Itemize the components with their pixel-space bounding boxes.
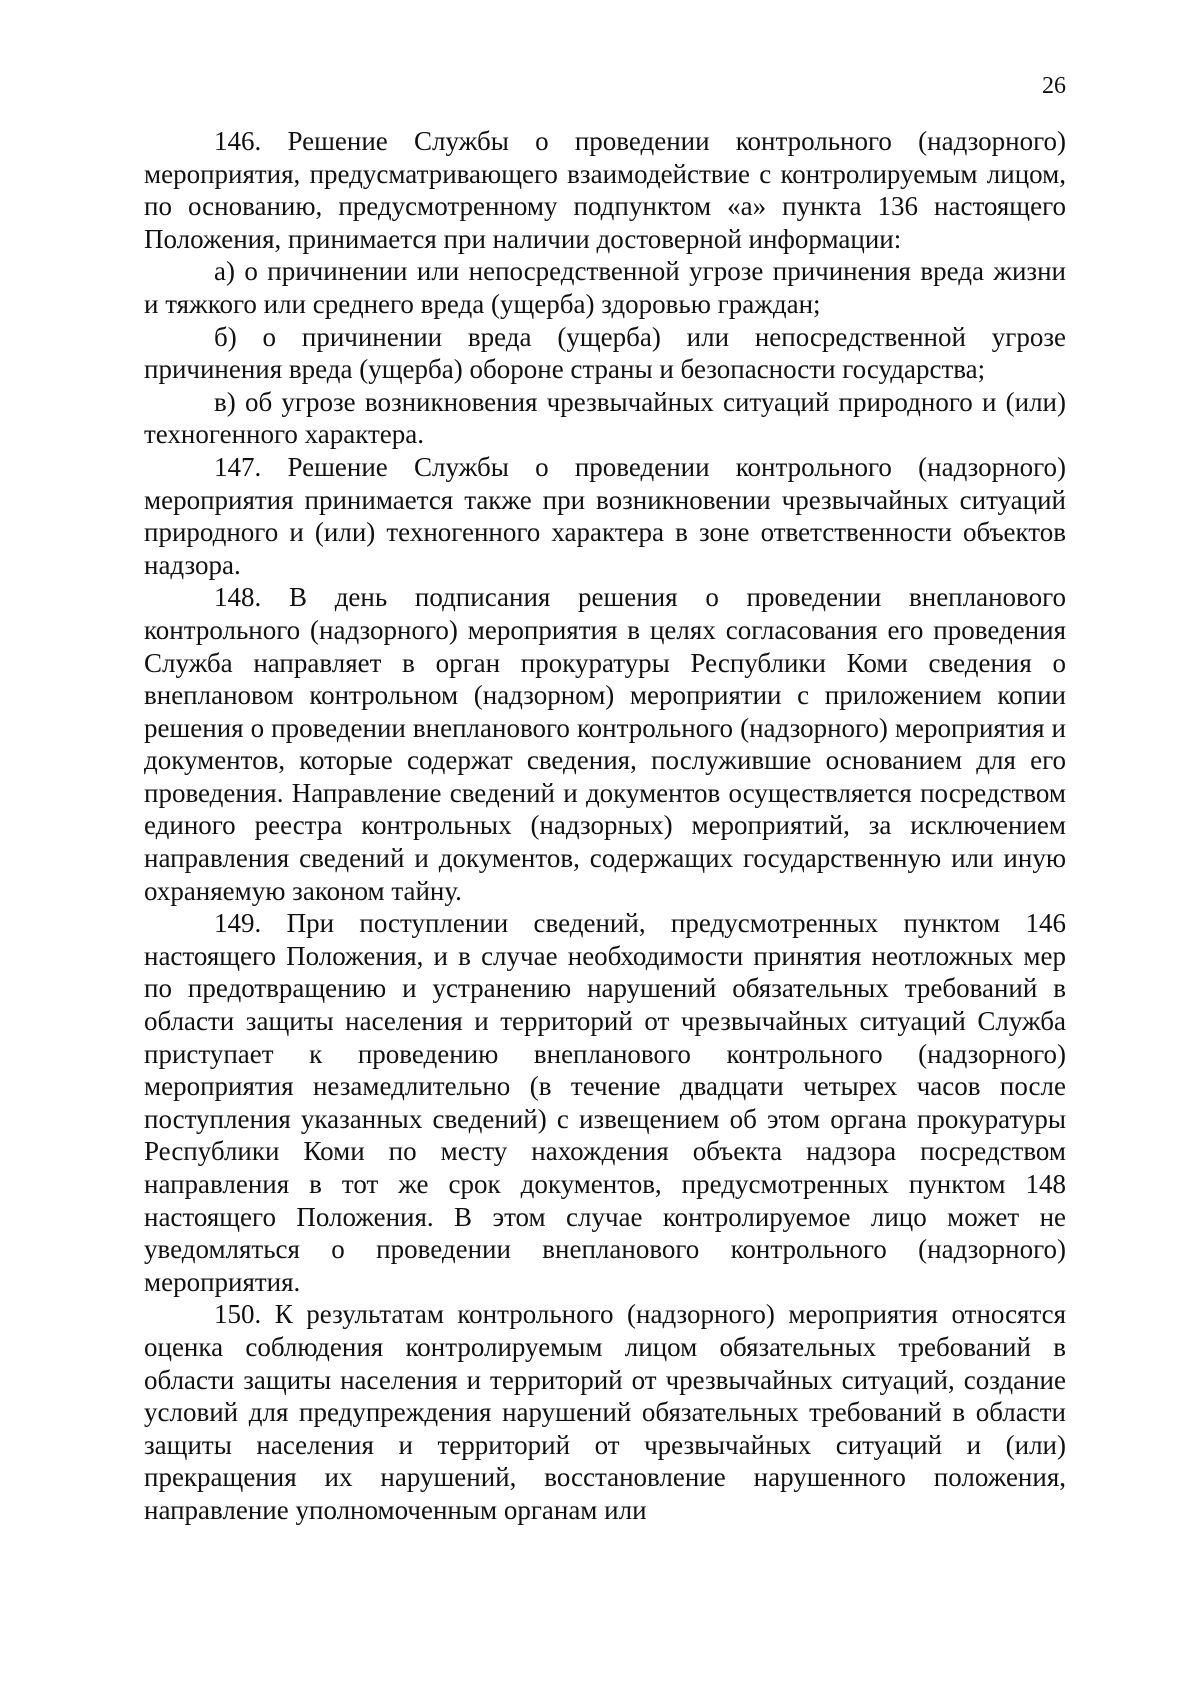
paragraph-150: 150. К результатам контрольного (надзорного) мероприятия относятся оценка соблюдения контролируемым лицом обязательных требований в области защиты населения и территорий от чрезвычайных ситуаций, создание условий для предупреждения нарушений обязательных требований в области защиты населения и территорий от чрезвычайных ситуаций и (или) прекращения их нарушений, восстановление нарушенного положения, направление уполномоченным органам или xyxy=(144,1299,1066,1525)
paragraph-148: 148. В день подписания решения о проведении внепланового контрольного (надзорного) мероприятия в целях согласования его проведения Служба направляет в орган прокуратуры Республики Коми сведения о внеплановом контрольном (надзорном) мероприятии с приложением копии решения о проведении внепланового контрольного (надзорного) мероприятия и документов, которые содержат сведения, послужившие основанием для его проведения. Направление сведений и документов осуществляется посредством единого реестра контрольных (надзорных) мероприятий, за исключением направления сведений и документов, содержащих государственную или иную охраняемую законом тайну. xyxy=(144,582,1066,906)
page-number: 26 xyxy=(1042,73,1066,99)
paragraph-146-a: а) о причинении или непосредственной угрозе причинения вреда жизни и тяжкого или среднего вреда (ущерба) здоровью граждан; xyxy=(144,256,1066,319)
paragraph-147: 147. Решение Службы о проведении контрольного (надзорного) мероприятия принимается также при возникновении чрезвычайных ситуаций природного и (или) техногенного характера в зоне ответственности объектов надзора. xyxy=(144,451,1066,580)
paragraph-146-b: б) о причинении вреда (ущерба) или непосредственной угрозе причинения вреда (ущерба) обороне страны и безопасности государства; xyxy=(144,321,1066,385)
document-body xyxy=(144,125,1066,1527)
paragraph-149: 149. При поступлении сведений, предусмотренных пунктом 146 настоящего Положения, и в случае необходимости принятия неотложных мер по предотвращению и устранению нарушений обязательных требований в области защиты населения и территорий от чрезвычайных ситуаций Служба приступает к проведению внепланового контрольного (надзорного) мероприятия незамедлительно (в течение двадцати четырех часов после поступления указанных сведений) с извещением об этом органа прокуратуры Республики Коми по месту нахождения объекта надзора посредством направления в тот же срок документов, предусмотренных пунктом 148 настоящего Положения. В этом случае контролируемое лицо может не уведомляться о проведении внепланового контрольного (надзорного) мероприятия. xyxy=(144,908,1066,1297)
paragraph-146: 146. Решение Службы о проведении контрольного (надзорного) мероприятия, предусматривающего взаимодействие с контролируемым лицом, по основанию, предусмотренному подпунктом «а» пункта 136 настоящего Положения, принимается при наличии достоверной информации: xyxy=(144,126,1066,254)
paragraph-146-v: в) об угрозе возникновения чрезвычайных ситуаций природного и (или) техногенного характера. xyxy=(144,386,1066,450)
